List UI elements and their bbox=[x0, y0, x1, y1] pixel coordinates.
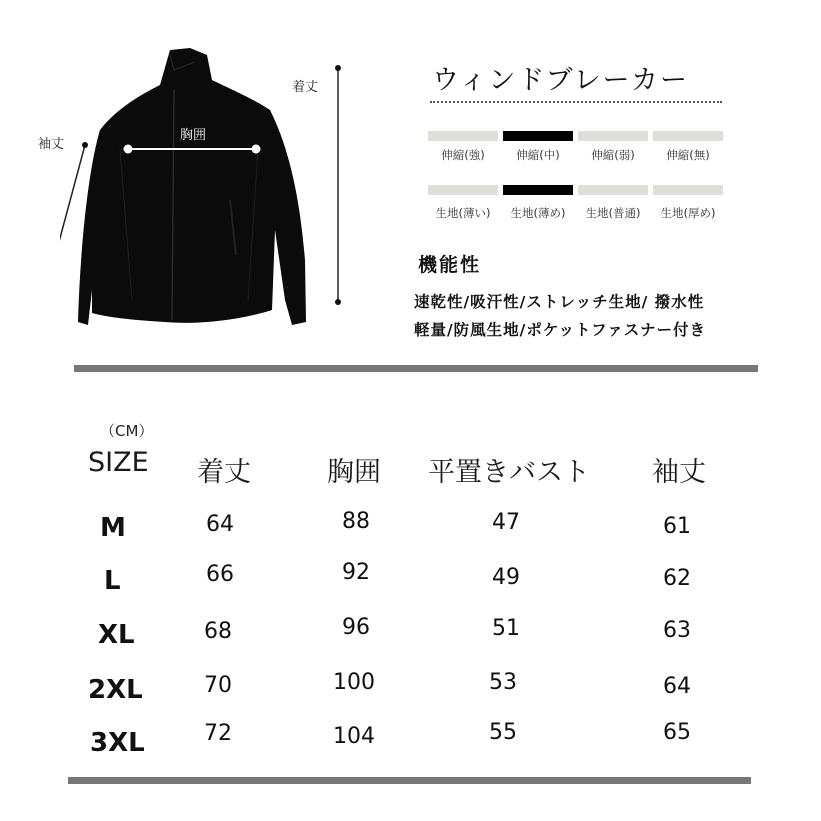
features-heading: 機能性 bbox=[418, 254, 482, 276]
stretch-label: 伸縮(弱) bbox=[591, 148, 635, 162]
stretch-labels bbox=[428, 147, 728, 163]
sleeve-cell: 61 bbox=[663, 514, 691, 539]
chest-cell: 100 bbox=[333, 670, 375, 695]
sleeve-cell: 65 bbox=[663, 720, 691, 745]
chest-cell: 96 bbox=[342, 615, 370, 640]
length-label: 着丈 bbox=[292, 80, 319, 95]
length-cell: 66 bbox=[206, 562, 234, 587]
length-cell: 70 bbox=[204, 673, 232, 698]
size-cell: L bbox=[104, 566, 121, 596]
sleeve-cell: 63 bbox=[663, 618, 691, 643]
fabric-label: 生地(薄い) bbox=[435, 206, 491, 220]
size-cell: 2XL bbox=[88, 675, 143, 705]
fabric-label: 生地(普通) bbox=[585, 206, 641, 220]
feature-line: 軽量/防風生地/ポケットファスナー付き bbox=[414, 321, 706, 339]
sleeve-label: 袖丈 bbox=[38, 137, 65, 152]
length-cell: 72 bbox=[204, 721, 232, 746]
chest-label: 胸囲 bbox=[180, 128, 207, 143]
bust-cell: 49 bbox=[492, 565, 520, 590]
stretch-label: 伸縮(強) bbox=[441, 148, 485, 162]
stretch-seg-strong bbox=[428, 131, 498, 141]
header-size: SIZE bbox=[88, 447, 149, 478]
size-cell: XL bbox=[98, 620, 135, 650]
unit-label: （CM） bbox=[100, 422, 154, 440]
header-sleeve: 袖丈 bbox=[652, 457, 706, 488]
stretch-seg-medium bbox=[503, 131, 573, 141]
fabric-label: 生地(薄め) bbox=[510, 206, 566, 220]
stretch-seg-weak bbox=[578, 131, 648, 141]
stretch-label: 伸縮(中) bbox=[516, 148, 560, 162]
stretch-seg-none bbox=[653, 131, 723, 141]
fabric-label: 生地(厚め) bbox=[660, 206, 716, 220]
fabric-seg-thin bbox=[428, 185, 498, 195]
product-title: ウィンドブレーカー bbox=[432, 65, 689, 96]
fabric-seg-normal bbox=[578, 185, 648, 195]
stretch-scale bbox=[428, 131, 728, 141]
fabric-seg-thick bbox=[653, 185, 723, 195]
length-cell: 68 bbox=[204, 619, 232, 644]
bottom-divider bbox=[68, 777, 751, 784]
header-chest: 胸囲 bbox=[327, 457, 381, 488]
header-length: 着丈 bbox=[197, 457, 251, 488]
bust-cell: 55 bbox=[489, 720, 517, 745]
feature-line: 速乾性/吸汗性/ストレッチ生地/ 撥水性 bbox=[414, 293, 705, 311]
top-divider bbox=[74, 365, 758, 372]
sleeve-cell: 62 bbox=[663, 566, 691, 591]
bust-cell: 53 bbox=[489, 670, 517, 695]
bust-cell: 51 bbox=[492, 616, 520, 641]
fabric-labels bbox=[428, 205, 728, 221]
chest-cell: 104 bbox=[333, 724, 375, 749]
header-flat-bust: 平置きバスト bbox=[428, 457, 590, 488]
size-cell: M bbox=[100, 513, 126, 543]
chest-cell: 92 bbox=[342, 560, 370, 585]
sleeve-cell: 64 bbox=[663, 674, 691, 699]
chest-cell: 88 bbox=[342, 509, 370, 534]
length-cell: 64 bbox=[206, 512, 234, 537]
jacket-silhouette bbox=[78, 48, 306, 325]
title-underline bbox=[430, 101, 722, 103]
size-cell: 3XL bbox=[90, 728, 145, 758]
bust-cell: 47 bbox=[492, 510, 520, 535]
stretch-label: 伸縮(無) bbox=[666, 148, 710, 162]
fabric-seg-thinnish bbox=[503, 185, 573, 195]
fabric-scale bbox=[428, 185, 728, 195]
